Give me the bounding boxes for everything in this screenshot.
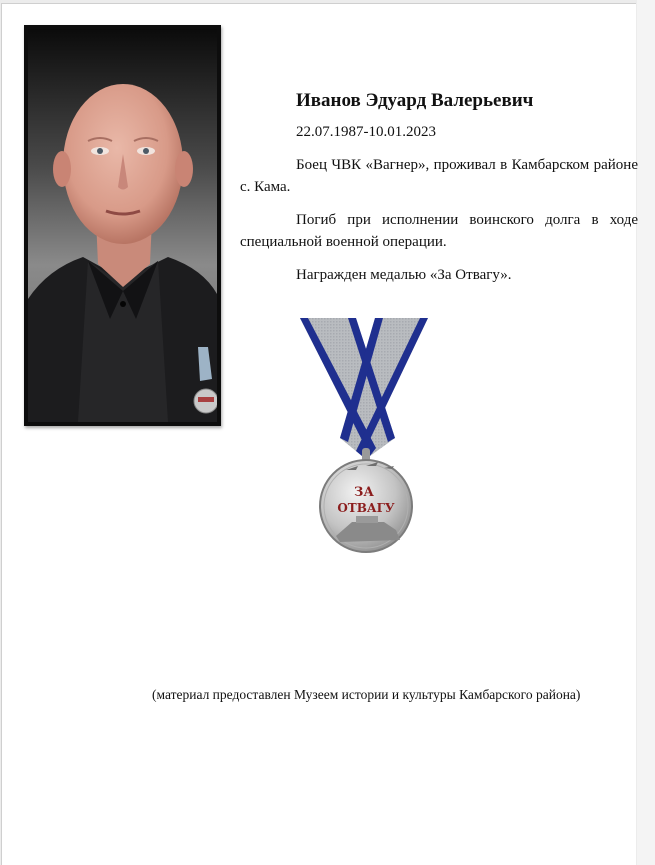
award-paragraph: Награжден медалью «За Отвагу». <box>296 267 512 283</box>
scrollbar-gutter[interactable] <box>637 0 655 865</box>
bio-paragraph: Боец ЧВК «Вагнер», проживал в Камбарском районе с. Кама. <box>240 157 638 195</box>
medal-text-line2: ОТВАГУ <box>337 501 395 515</box>
life-dates: 22.07.1987-10.01.2023 <box>296 124 436 140</box>
person-name: Иванов Эдуард Валерьевич <box>296 90 534 111</box>
source-credit: (материал предоставлен Музеем истории и культуры Камбарского района) <box>152 687 581 702</box>
medal-text-line1: ЗА <box>354 485 374 500</box>
medal-for-courage <box>300 318 430 554</box>
portrait-photo <box>24 25 221 426</box>
death-paragraph: Погиб при исполнении воинского долга в ходе специальной военной операции. <box>240 212 638 250</box>
biography <box>240 88 638 297</box>
